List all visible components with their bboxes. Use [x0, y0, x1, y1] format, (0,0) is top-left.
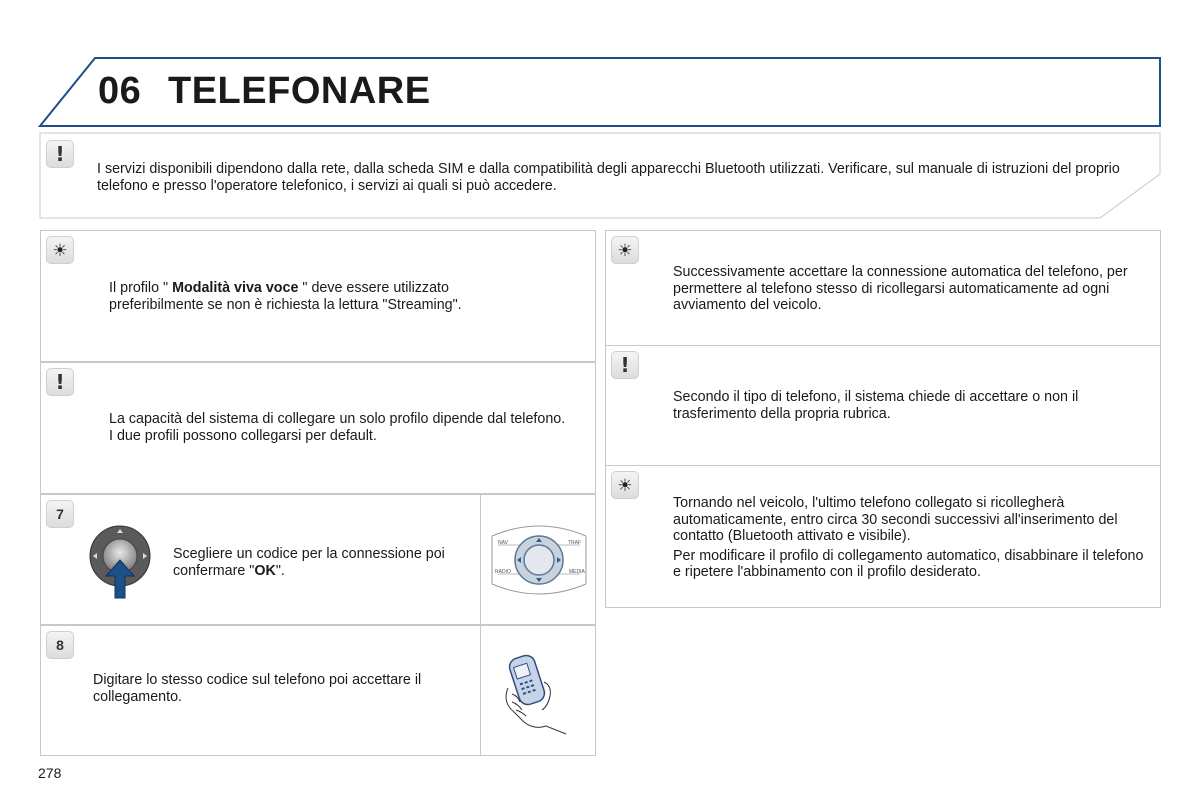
step-number-badge: 7	[46, 500, 74, 528]
control-panel-image	[486, 512, 592, 608]
top-notice-text: I servizi disponibili dipendono dalla rete, dalla scheda SIM e dalla compatibilità degli apparecchi Bluetooth utilizzati. Verificare, sul manuale di istruzioni del proprio telefono e presso l'operatore telefonico, i servizi ai quali si può accedere.	[97, 161, 1120, 194]
step-8-text: Digitare lo stesso codice sul telefono poi accettare il collegamento.	[93, 672, 422, 705]
return-text-para-1: Tornando nel veicolo, l'ultimo telefono collegato si ricollegherà automaticamente, entro circa 30 secondi successivi all'inserimento del contatto (Bluetooth attivato e visibile).	[673, 495, 1118, 544]
capacity-notice-text: La capacità del sistema di collegare un solo profilo dipende dal telefono. I due profili possono collegarsi per default.	[109, 411, 566, 444]
warning-icon: !	[611, 351, 639, 379]
return-text-para-2: Per modificare il profilo di collegamento automatico, disabbinare il telefono e ripetere l'abbinamento con il profilo desiderato.	[673, 547, 1144, 580]
rotary-knob-icon	[86, 520, 158, 600]
return-text	[673, 495, 1148, 581]
step-number-badge: 8	[46, 631, 74, 659]
chapter-number: 06	[98, 70, 142, 112]
phone-in-hand-icon	[500, 650, 580, 736]
chapter-title: TELEFONARE	[168, 70, 431, 112]
svg-text:MEDIA: MEDIA	[569, 569, 585, 575]
tip-icon: ☀	[46, 236, 74, 264]
svg-text:TRAF: TRAF	[568, 540, 582, 546]
svg-text:RADIO: RADIO	[495, 569, 511, 575]
tip-icon: ☀	[611, 471, 639, 499]
step-7-text: Scegliere un codice per la connessione poi confermare "OK".	[173, 546, 445, 579]
phonebook-text: Secondo il tipo di telefono, il sistema chiede di accettare o non il trasferimento della propria rubrica.	[673, 389, 1079, 422]
auto-connect-text: Successivamente accettare la connessione automatica del telefono, per permettere al telefono stesso di ricollegarsi automaticamente ad ogni avviamento del veicolo.	[673, 264, 1128, 313]
warning-icon: !	[46, 368, 74, 396]
warning-icon: !	[46, 140, 74, 168]
profile-notice-text: Il profilo " Modalità viva voce " deve essere utilizzato preferibilmente se non è richiesta la lettura "Streaming".	[109, 280, 462, 313]
tip-icon: ☀	[611, 236, 639, 264]
top-notice-frame	[0, 0, 1200, 230]
svg-text:NAV: NAV	[498, 540, 508, 546]
page-number: 278	[38, 765, 62, 781]
